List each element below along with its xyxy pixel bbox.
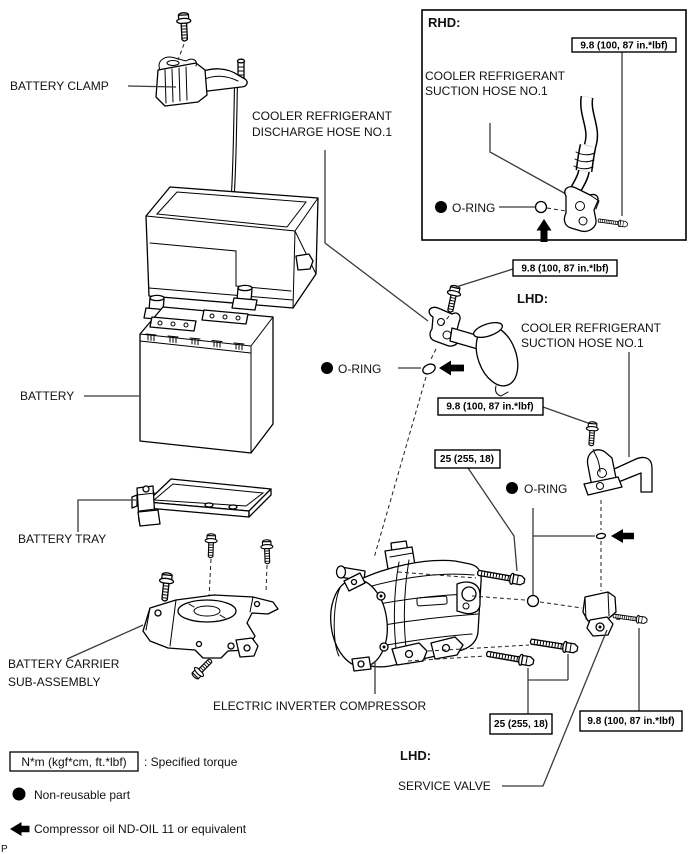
rhd-o-ring-label: O-RING	[452, 201, 496, 215]
svg-text:9.8 (100, 87 in.*lbf): 9.8 (100, 87 in.*lbf)	[580, 40, 668, 52]
discharge-hose-label-1: COOLER REFRIGERANT	[252, 109, 393, 123]
service-valve-bolt	[613, 612, 648, 625]
battery-label: BATTERY	[20, 389, 75, 403]
svg-text:9.8 (100, 87 in.*lbf): 9.8 (100, 87 in.*lbf)	[521, 263, 609, 275]
battery-carrier-label-2: SUB-ASSEMBLY	[8, 675, 101, 689]
discharge-oring-guide-1	[430, 349, 436, 361]
battery-carrier-label-1: BATTERY CARRIER	[8, 657, 120, 671]
clamp-bolt-guide-line	[178, 44, 184, 60]
torque-label-98-top	[513, 260, 617, 276]
legend-torque-unit: N*m (kgf*cm, ft.*lbf)	[21, 755, 127, 769]
legend-torque-desc: : Specified torque	[144, 755, 238, 769]
discharge-hose-label-2: DISCHARGE HOSE NO.1	[252, 125, 393, 139]
battery-cover-drawing	[146, 187, 318, 308]
svg-text:9.8 (100, 87 in.*lbf): 9.8 (100, 87 in.*lbf)	[587, 716, 675, 727]
suction-elbow-drawing	[584, 450, 652, 495]
discharge-hose-bolt	[444, 284, 463, 313]
battery-tray-leader	[78, 500, 136, 532]
rhd-o-ring	[536, 202, 547, 213]
non-reusable-bullet-icon	[13, 788, 26, 801]
service-valve-label: SERVICE VALVE	[398, 779, 491, 793]
discharge-o-ring-bullet	[321, 362, 333, 374]
battery-carrier-drawing	[143, 595, 278, 658]
torque-label-rhd	[572, 38, 676, 52]
discharge-hose-drawing	[429, 307, 525, 396]
tray-bolt-1	[205, 534, 218, 558]
torque-98-mid-leader	[543, 407, 588, 423]
battery-drawing	[140, 285, 273, 453]
valve-o-ring	[528, 596, 539, 607]
service-valve-leader	[502, 630, 607, 786]
carrier-bolt-left	[157, 572, 174, 602]
torque-label-98-bottom	[580, 711, 682, 731]
tray-bolt2-guide	[266, 565, 267, 593]
svg-text:25 (255, 18): 25 (255, 18)	[494, 719, 548, 730]
carrier-bolt-bottom	[190, 656, 215, 681]
battery-tray-drawing	[132, 479, 271, 526]
valve-oil-arrow-icon	[611, 529, 634, 543]
discharge-hose-label-leader	[325, 150, 428, 321]
discharge-o-ring	[421, 362, 437, 376]
suction-elbow-bolt	[585, 421, 599, 446]
compressor-bolt-a	[530, 636, 579, 654]
compressor-oil-arrow-icon	[10, 822, 30, 836]
legend	[10, 752, 247, 836]
rhd-title: RHD:	[428, 15, 461, 30]
legend-non-reusable: Non-reusable part	[34, 788, 131, 802]
torque-98-top-leader	[456, 269, 513, 287]
discharge-o-ring-label: O-RING	[338, 362, 382, 376]
valve-small-o-ring	[596, 533, 606, 539]
battery-tray-label: BATTERY TRAY	[18, 532, 107, 546]
service-valve-drawing	[583, 592, 616, 636]
svg-text:9.8 (100, 87 in.*lbf): 9.8 (100, 87 in.*lbf)	[446, 401, 534, 413]
battery-carrier-leader	[67, 625, 143, 659]
valve-o-ring-bullet	[506, 482, 518, 494]
compressor-drawing	[326, 541, 481, 671]
torque-25-lower-leader	[528, 654, 568, 714]
rhd-suction-hose-label-1: COOLER REFRIGERANT	[425, 69, 566, 83]
valve-o-ring-leader	[533, 508, 595, 595]
tray-bolt-2	[261, 540, 274, 564]
rhd-suction-hose-label-2: SUCTION HOSE NO.1	[425, 84, 548, 98]
discharge-to-compressor-guide	[374, 377, 426, 558]
torque-label-98-mid	[438, 398, 543, 415]
discharge-oil-arrow-icon	[439, 361, 464, 376]
lhd-title-top: LHD:	[517, 291, 549, 306]
torque-label-25-lower	[490, 714, 552, 734]
lhd-title-bottom: LHD:	[400, 748, 432, 763]
valve-o-ring-label: O-RING	[524, 482, 568, 496]
battery-clamp-label: BATTERY CLAMP	[10, 79, 109, 93]
lhd-suction-hose-label-2: SUCTION HOSE NO.1	[521, 336, 644, 350]
tray-bolt1-guide	[209, 559, 211, 598]
rhd-inset	[422, 10, 686, 242]
battery-clamp-bolt	[176, 12, 191, 41]
page-footer: P	[1, 844, 8, 854]
svg-text:25 (255, 18): 25 (255, 18)	[440, 454, 494, 465]
compressor-label: ELECTRIC INVERTER COMPRESSOR	[213, 699, 427, 713]
compressor-bolt-top	[477, 567, 526, 586]
lhd-suction-hose-label-1: COOLER REFRIGERANT	[521, 321, 662, 335]
compressor-bolt-b	[486, 648, 535, 667]
torque-label-25-upper	[435, 450, 500, 468]
rhd-o-ring-bullet	[435, 201, 447, 213]
legend-compressor-oil: Compressor oil ND-OIL 11 or equivalent	[34, 822, 247, 836]
